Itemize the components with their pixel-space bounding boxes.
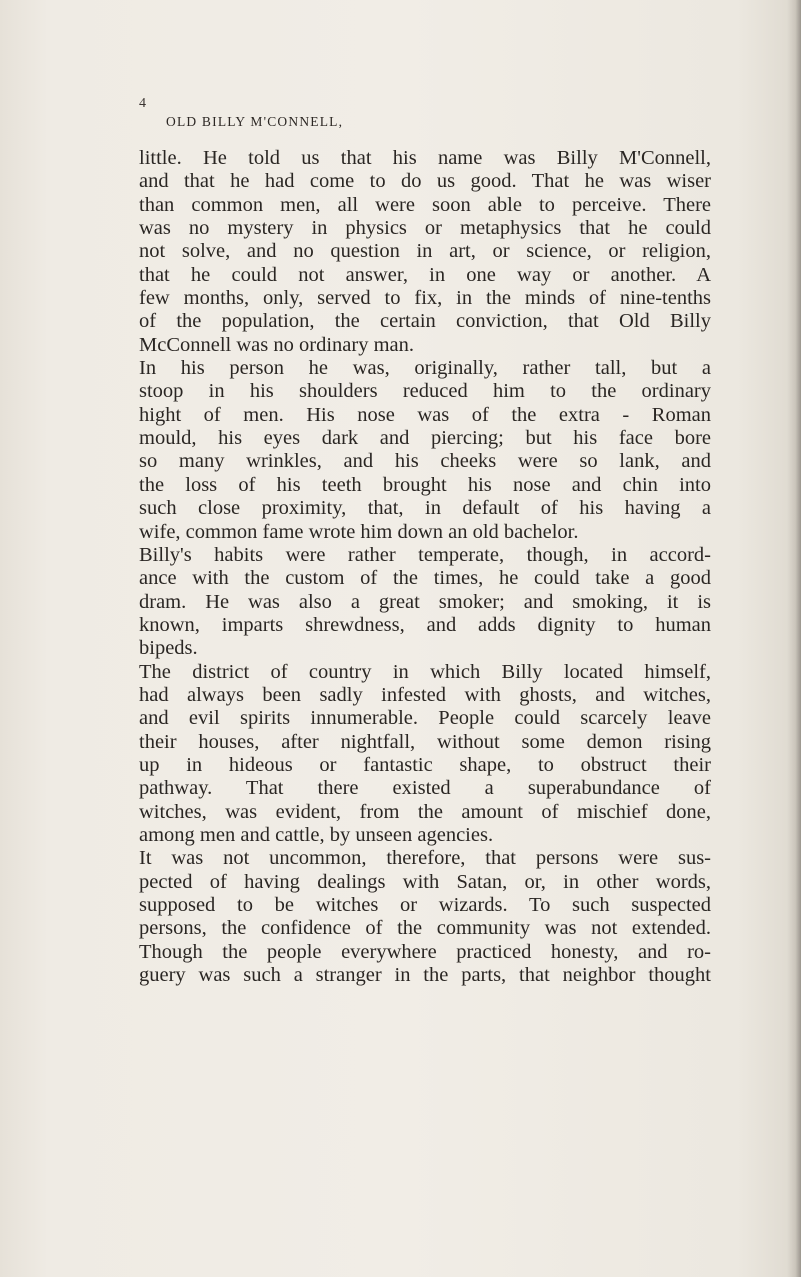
text-line: ance with the custom of the times, he could take a good — [139, 567, 711, 590]
text-line: among men and cattle, by unseen agencies. — [139, 823, 494, 846]
text-line: pected of having dealings with Satan, or, in other words, — [139, 870, 711, 893]
text-line: persons, the confidence of the community was not extended. — [139, 917, 711, 940]
text-line: little. He told us that his name was Billy M'Connell, — [139, 147, 711, 169]
text-line: their houses, after nightfall, without some demon rising — [139, 730, 711, 753]
running-head: OLD BILLY M'CONNELL, — [166, 114, 344, 129]
page-number: 4 — [139, 96, 146, 111]
text-line: hight of men. His nose was of the extra - Roman — [139, 403, 711, 426]
text-line: and that he had come to do us good. That he was wiser — [139, 170, 711, 193]
text-line: stoop in his shoulders reduced him to the ordinary — [139, 380, 711, 403]
text-line: up in hideous or fantastic shape, to obstruct their — [139, 753, 711, 776]
text-line: In his person he was, originally, rather tall, but a — [139, 357, 711, 380]
text-line: wife, common fame wrote him down an old bachelor. — [139, 520, 579, 543]
text-line: had always been sadly infested with ghosts, and witches, — [139, 683, 711, 706]
page-edge-shadow — [787, 0, 801, 1277]
text-line: McConnell was no ordinary man. — [139, 333, 414, 356]
text-line: known, imparts shrewdness, and adds dignity to human — [139, 613, 711, 636]
text-line: witches, was evident, from the amount of mischief done, — [139, 800, 711, 823]
text-line: that he could not answer, in one way or another. A — [139, 263, 711, 286]
text-line: dram. He was also a great smoker; and smoking, it is — [139, 590, 711, 613]
text-line: mould, his eyes dark and piercing; but his face bore — [139, 427, 711, 450]
text-line: of the population, the certain conviction, that Old Billy — [139, 310, 711, 333]
text-line: pathway. That there existed a superabundance of — [139, 777, 711, 800]
text-line: than common men, all were soon able to perceive. There — [139, 193, 711, 216]
text-line: such close proximity, that, in default of his having a — [139, 497, 711, 520]
text-line: was no mystery in physics or metaphysics that he could — [139, 217, 711, 240]
text-line: bipeds. — [139, 637, 198, 660]
text-line: Billy's habits were rather temperate, though, in accord- — [139, 543, 711, 566]
body-text — [139, 147, 711, 987]
text-line: so many wrinkles, and his cheeks were so lank, and — [139, 450, 711, 473]
text-line: and evil spirits innumerable. People could scarcely leave — [139, 707, 711, 730]
text-line: not solve, and no question in art, or science, or religion, — [139, 240, 711, 263]
text-line: It was not uncommon, therefore, that persons were sus- — [139, 847, 711, 870]
text-line: the loss of his teeth brought his nose and chin into — [139, 473, 711, 496]
text-line: guery was such a stranger in the parts, that neighbor thought — [139, 964, 711, 987]
text-line: supposed to be witches or wizards. To such suspected — [139, 894, 711, 916]
text-line: Though the people everywhere practiced honesty, and ro- — [139, 940, 711, 963]
text-line: The district of country in which Billy located himself, — [139, 660, 711, 683]
text-line: few months, only, served to fix, in the minds of nine-tenths — [139, 287, 711, 310]
